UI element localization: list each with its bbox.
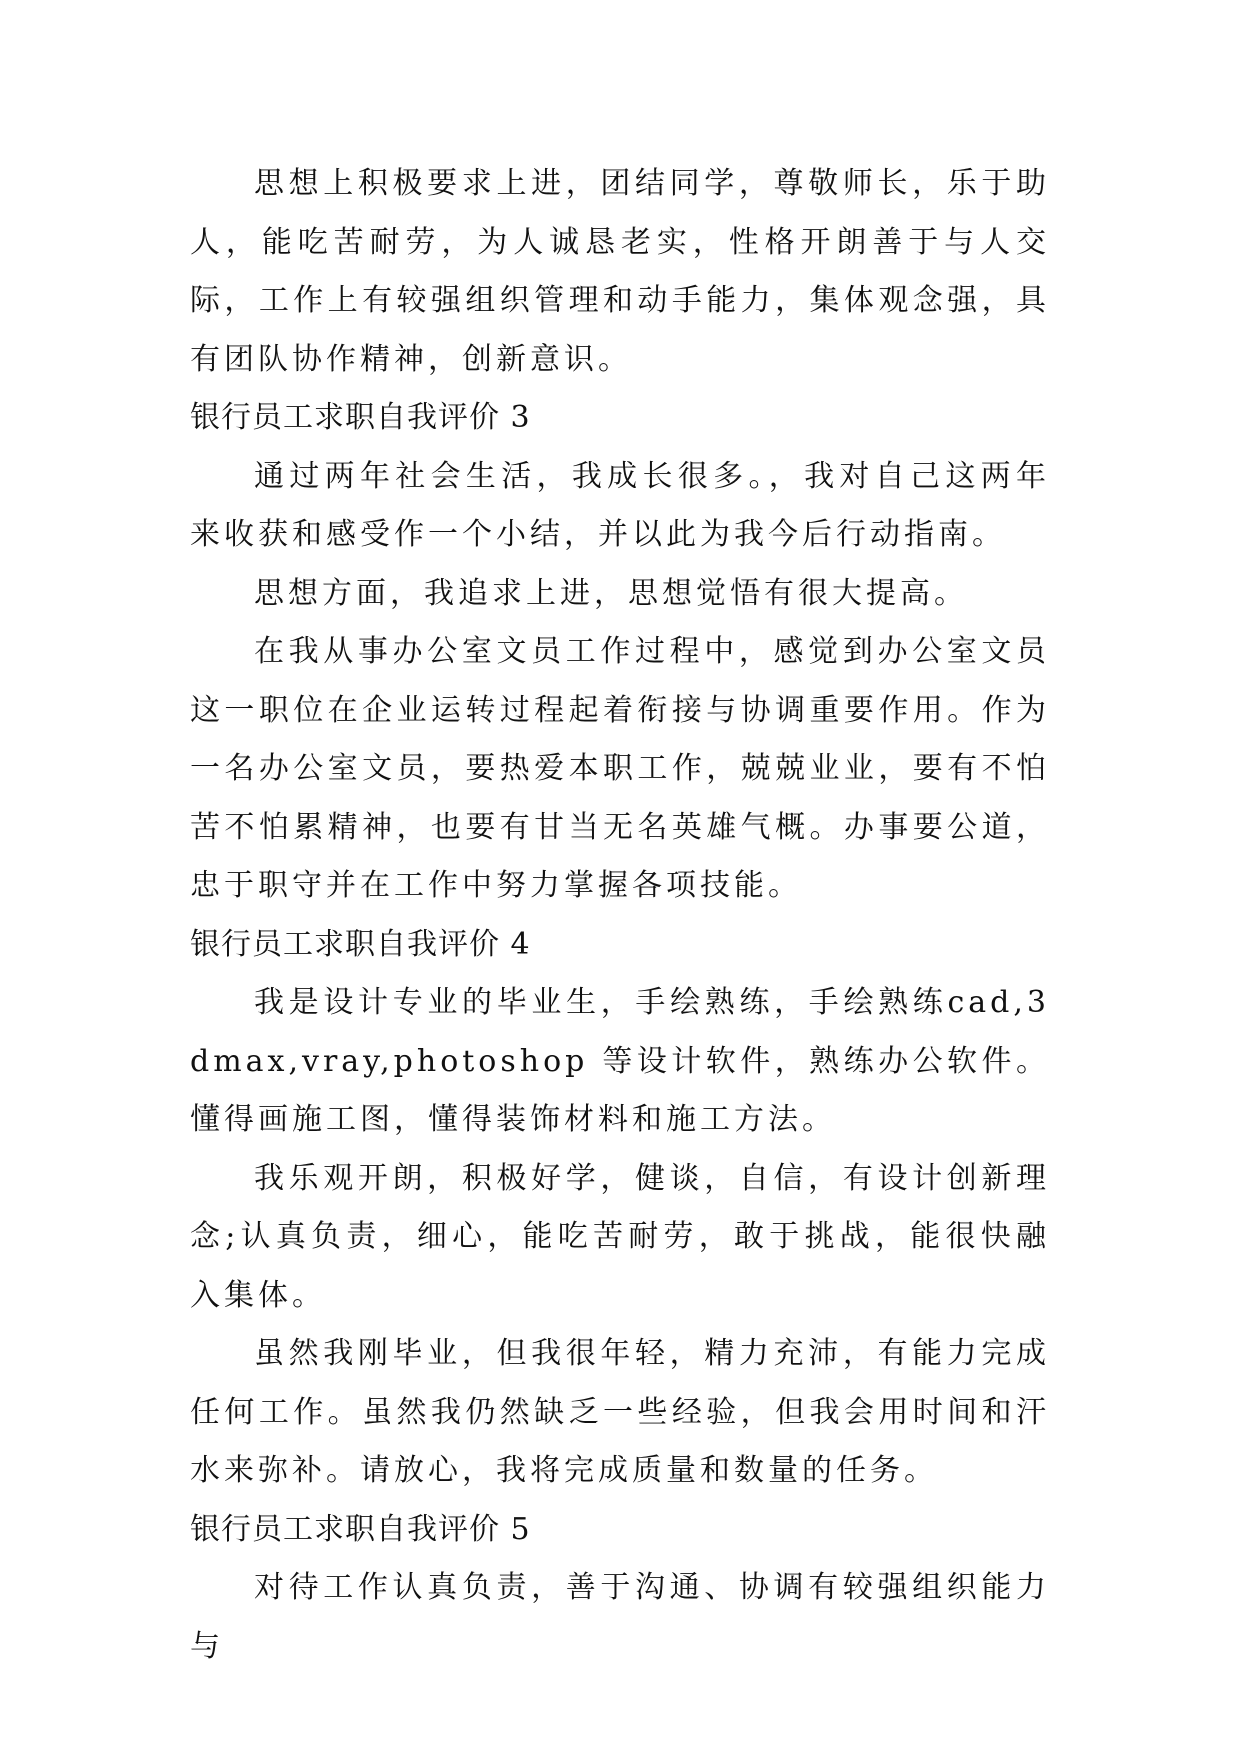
section-heading-4: 银行员工求职自我评价 4 [190,926,531,962]
paragraph-4: 在我从事办公室文员工作过程中，感觉到办公室文员这一职位在企业运转过程起着衔接与协调重要作用。作为一名办公室文员，要热爱本职工作，兢兢业业，要有不怕苦不怕累精神，也要有甘当无名英雄气概。办事要公道，忠于职守并在工作中努力掌握各项技能。 [190,634,1050,903]
paragraph-5: 我是设计专业的毕业生，手绘熟练，手绘熟练cad,3dmax,vray,photoshop 等设计软件，熟练办公软件。懂得画施工图，懂得装饰材料和施工方法。 [190,985,1050,1137]
paragraph-6: 我乐观开朗，积极好学，健谈，自信，有设计创新理念;认真负责，细心，能吃苦耐劳，敢于挑战，能很快融入集体。 [190,1160,1050,1313]
paragraph-8: 对待工作认真负责，善于沟通、协调有较强组织能力与 [190,1570,1050,1664]
paragraph-1: 思想上积极要求上进，团结同学，尊敬师长，乐于助人，能吃苦耐劳，为人诚恳老实，性格开朗善于与人交际，工作上有较强组织管理和动手能力，集体观念强，具有团队协作精神，创新意识。 [190,166,1050,377]
section-heading-5: 银行员工求职自我评价 5 [190,1511,531,1547]
paragraph-7: 虽然我刚毕业，但我很年轻，精力充沛，有能力完成任何工作。虽然我仍然缺乏一些经验，但我会用时间和汗水来弥补。请放心，我将完成质量和数量的任务。 [190,1336,1050,1488]
section-heading-3: 银行员工求职自我评价 3 [190,400,531,435]
paragraph-2: 通过两年社会生活，我成长很多。，我对自己这两年来收获和感受作一个小结，并以此为我今后行动指南。 [190,458,1050,552]
document-body [190,155,1050,1676]
paragraph-3: 思想方面，我追求上进，思想觉悟有很大提高。 [254,575,968,611]
